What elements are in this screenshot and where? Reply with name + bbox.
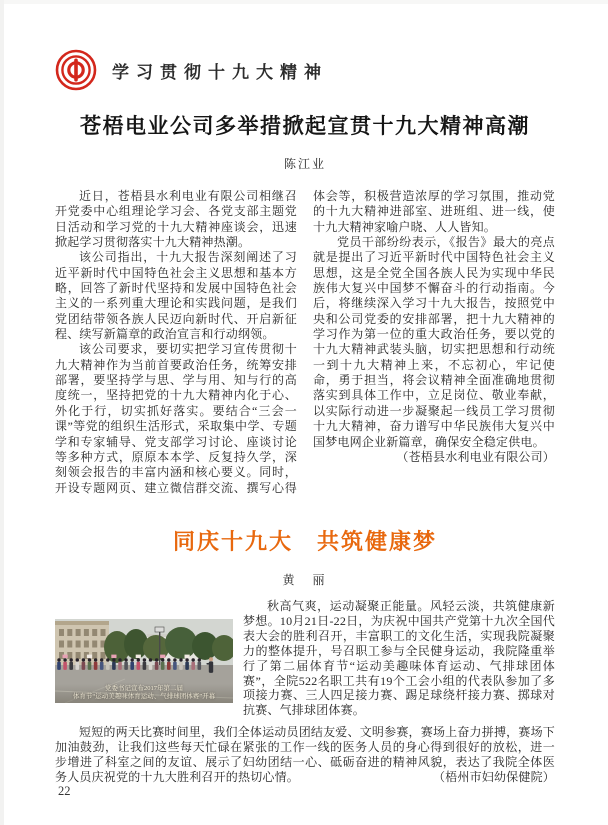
article1-title: 苍梧电业公司多举措掀起宣贯十九大精神高潮 (80, 114, 530, 138)
article1-attribution: （苍梧县水利电业有限公司） (396, 449, 555, 464)
article1-paragraph: 该公司指出，十九大报告深刻阐述了习近平新时代中国特色社会主义思想和基本方略，回答了新时代坚持和发展中国特色社会主义的一系列重大理论和实践问题，是我们党团结带领各族人民迈向新时代、开启新征程、续写新篇章的政治宣言和行动纲领。 (55, 250, 297, 342)
photo-caption-line2: 体育节“运动美趣味体育运动、气排球团体赛”开幕 (72, 693, 216, 700)
article2-author: 黄 丽 (282, 573, 328, 587)
article2-title: 同庆十九大 共筑健康梦 (172, 529, 437, 554)
page-number: 22 (58, 784, 71, 798)
event-photo (55, 619, 233, 703)
photo-caption (55, 684, 233, 703)
article2-paragraph (55, 725, 555, 785)
article1-paragraph: 近日，苍梧县水利电业有限公司相继召开党委中心组理论学习会、各党支部主题党日活动和学习党的十九大精神座谈会，迅速掀起学习贯彻落实十九大精神热潮。 (55, 189, 297, 250)
article2-attribution: （梧州市妇幼保健院） (432, 769, 555, 784)
column-banner: 学习贯彻十九大精神 (112, 62, 328, 82)
article2-paragraph: 秋高气爽，运动凝聚正能量。风轻云淡，共筑健康新梦想。10月21日-22日，为庆祝中国共产党第十九次全国代表大会的胜利召开，丰富职工的文化生活，实现我院凝聚力的整体提升，号召职工参与全民健身运动，我院隆重举行了第二届体育节“运动美趣味体育运动、气排球团体赛”，全院522名职工共有19个工会小组的代表队参加了多项接力赛、三人四足接力赛、踢足球绕杆接力赛、掷球对抗赛、气排球团体赛。 (243, 599, 555, 718)
article1-paragraph-text: 党员干部纷纷表示，《报告》最大的亮点就是提出了习近平新时代中国特色社会主义思想，这是全党全国各族人民为实现中华民族伟大复兴中国梦不懈奋斗的行动指南。今后，将继续深入学习十九大报告，按照党中央和公司党委的安排部署，把十九大精神的学习作为第一位的重大政治任务，要以党的十九大精神武装头脑，切实把思想和行动统一到十九大精神上来，不忘初心，牢记使命，勇于担当，将会议精神全面准确地贯彻落实到具体工作中，立足岗位、敬业奉献，以实际行动进一步凝聚起一线员工学习贯彻十九大精神，奋力谱写中华民族伟大复兴中国梦电网企业新篇章，确保安全稳定供电。 (313, 235, 555, 449)
article1-paragraph: 该公司要求，要切实把学习宣传贯彻十九大精神作为当前首要政治任务，统筹安排部署，要坚持学与思、学与用、知与行的高度统一，坚持把党的十九大精神内化于心、外化于行，切实抓好落实。要结合“三会一课”等党的组织生活形式，采取集中学、专题学和专家辅导、党支部学习讨论、座谈讨论等多种方式，原原本本学、反复持久学，深刻领会报告的丰富内涵和核心要义。同时，开设专题网页、建立微信群交流、撰写心得体会等，积极营造浓厚的学习氛围，推动党的十九大精神进部室、进班组、进一线，使十九大精神家喻户晓、人人皆知。 (55, 189, 555, 495)
section-header (55, 48, 555, 92)
article1-paragraph (313, 235, 555, 464)
photo-caption-line1: 党委书记宣布2017年第二届 (105, 685, 183, 692)
article2-paragraph-text: 短短的两天比赛时间里，我们全体运动员团结友爱、文明参赛，赛场上奋力拼搏，赛场下加油鼓劲，让我们这些每天忙碌在紧张的工作一线的医务人员的身心得到很好的放松，进一步增进了科室之间的友谊、展示了妇幼团结一心、砥砺奋进的精神风貌，表达了我院全体医务人员庆祝党的十九大胜利召开的热切心情。 (55, 725, 555, 784)
article2-body (55, 599, 555, 785)
article1-author: 陈江业 (283, 157, 326, 171)
article1-body (55, 189, 555, 499)
trade-union-emblem-icon (55, 49, 97, 91)
